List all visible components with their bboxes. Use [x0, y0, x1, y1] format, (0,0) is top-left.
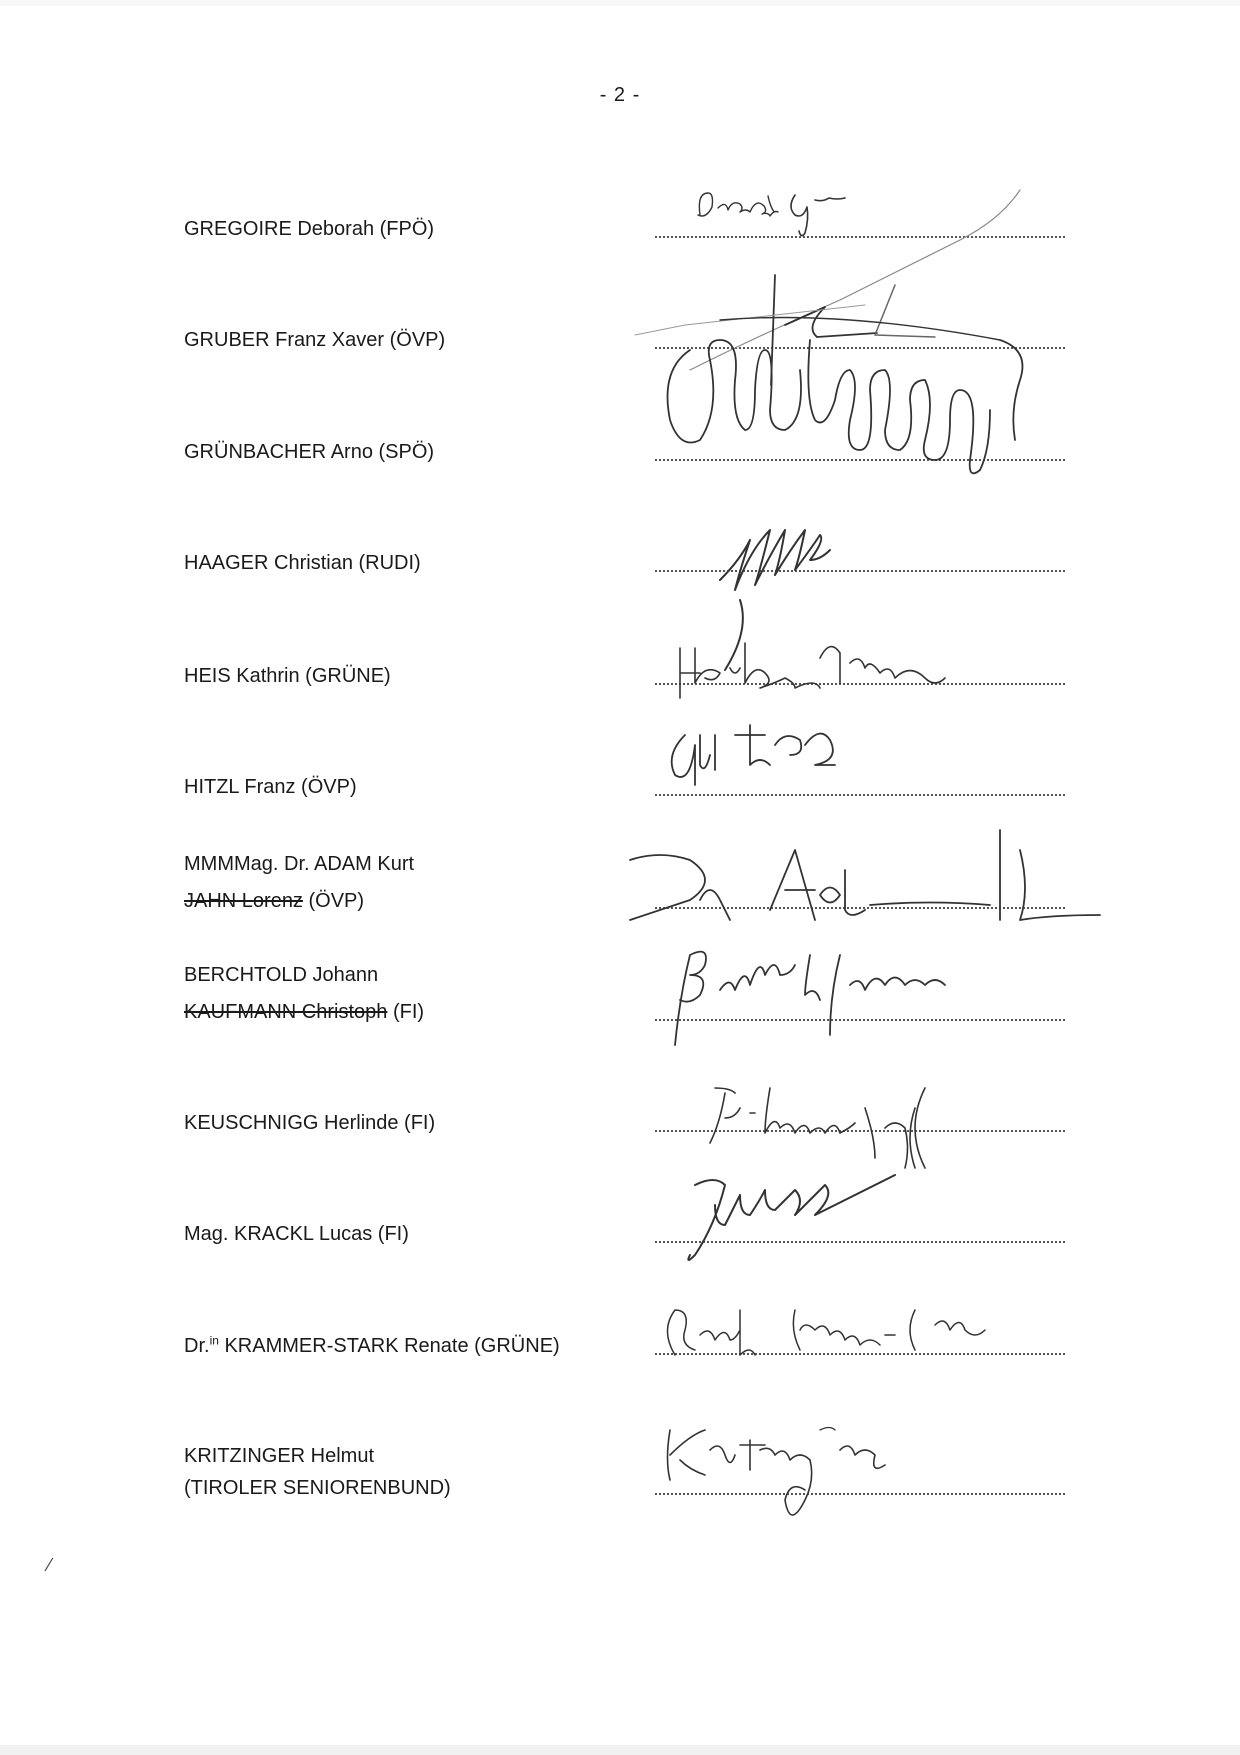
signature-adam: [620, 820, 1140, 940]
struck-name: JAHN Lorenz: [184, 890, 303, 912]
signatory-name: KRITZINGER Helmut: [184, 1445, 375, 1467]
signatory-name: Dr.$^{in}$ KRAMMER-STARK Renate (GRÜNE): [184, 1333, 560, 1357]
party: (ÖVP): [302, 890, 365, 912]
struck-name: KAUFMANN Christoph: [184, 1001, 388, 1023]
scan-top-edge: [0, 0, 1240, 6]
signatory-name: GREGOIRE Deborah (FPÖ): [184, 218, 435, 240]
signature-keuschnigg: [655, 1068, 1025, 1178]
signatory-name: HITZL Franz (ÖVP): [184, 776, 357, 798]
signature-heis: [640, 628, 970, 708]
signatory-name: HAAGER Christian (RUDI): [184, 552, 421, 574]
signature-krammer: [655, 1290, 1035, 1370]
signatory-name: KEUSCHNIGG Herlinde (FI): [184, 1112, 436, 1134]
signature-hitzl: [655, 705, 895, 795]
signature-kritzinger: [650, 1410, 930, 1550]
signature-gruenbacher: [660, 310, 1040, 490]
signatory-name: BERCHTOLD Johann: [184, 964, 379, 986]
margin-mark: ⁄: [48, 1555, 52, 1575]
scan-bottom-band: [0, 1745, 1240, 1755]
signature-berchtold: [650, 935, 990, 1065]
page-number: - 2 -: [599, 84, 641, 106]
party: (FI): [387, 1001, 425, 1023]
signatory-name: GRÜNBACHER Arno (SPÖ): [184, 441, 435, 463]
signatory-name: GRUBER Franz Xaver (ÖVP): [184, 329, 446, 351]
signatory-name-replaced: [184, 995, 424, 1029]
signatory-name: (TIROLER SENIORENBUND): [184, 1477, 451, 1499]
signatory-name: MMMMag. Dr. ADAM Kurt: [184, 853, 415, 875]
signatory-name-replaced: [184, 884, 364, 918]
signatory-name: HEIS Kathrin (GRÜNE): [184, 665, 391, 687]
signature-krackl: [655, 1165, 955, 1275]
signatory-name: Mag. KRACKL Lucas (FI): [184, 1223, 409, 1245]
